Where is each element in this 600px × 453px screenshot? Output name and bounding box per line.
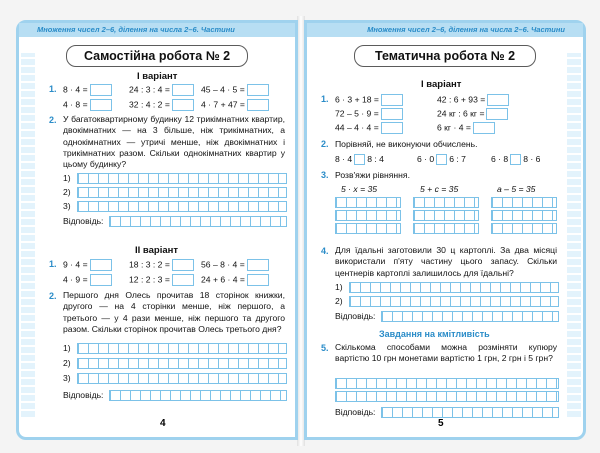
answer-lines[interactable] (413, 210, 479, 221)
answer-box[interactable] (487, 94, 509, 106)
answer-lines[interactable] (491, 197, 557, 208)
expression: 18 : 3 : 2 = (129, 259, 194, 271)
equation: a – 5 = 35 (497, 184, 536, 194)
expression: 6 кг · 4 = (437, 122, 495, 134)
answer-lines[interactable] (335, 223, 401, 234)
expression: 72 – 5 · 9 = (335, 108, 403, 120)
expression: 42 : 6 + 93 = (437, 94, 509, 106)
answer-box[interactable] (172, 84, 194, 96)
decorative-pattern (567, 53, 581, 417)
answer-lines[interactable] (349, 282, 559, 293)
compare-box[interactable] (354, 154, 365, 165)
expression: 4 · 7 + 47 = (201, 99, 269, 111)
equation: 5 + c = 35 (420, 184, 459, 194)
expression: 9 · 4 = (63, 259, 112, 271)
task-text: Розв'яжи рівняння. (335, 170, 410, 180)
answer-box[interactable] (247, 99, 269, 111)
answer-lines[interactable] (381, 407, 559, 418)
answer-lines[interactable] (381, 311, 559, 322)
expression: 24 + 6 · 4 = (201, 274, 269, 286)
word-problem: Для їдальні заготовили 30 ц картоплі. За два місяці використали п'яту частину цього запасу. Скільки центнерів картоплі залишилось для їдальні? (335, 245, 557, 278)
task-number: 2. (321, 139, 329, 149)
compare-box[interactable] (510, 154, 521, 165)
answer-lines[interactable] (335, 378, 559, 389)
comparison: 6 · 0 6 : 7 (417, 154, 466, 164)
page-header: Множення чисел 2–6, ділення на числа 2–6. Частини (307, 23, 583, 37)
answer-box[interactable] (172, 274, 194, 286)
equation: 5 · x = 35 (341, 184, 378, 194)
comparison: 8 · 4 8 : 4 (335, 154, 384, 164)
expression: 44 – 4 · 4 = (335, 122, 403, 134)
expression: 6 · 3 + 18 = (335, 94, 403, 106)
expression: 56 – 8 · 4 = (201, 259, 269, 271)
word-problem: У багатоквартирному будинку 12 трикімнатних квартир, двокімнатних — на 3 більше, ніж трикімнатних, а однокімнатних — утричі менше, ніж двокімнатних і трикімнатних разом. Скільки однокімнатних квартир у цьому будинку? (63, 114, 285, 170)
answer-box[interactable] (473, 122, 495, 134)
answer-box[interactable] (247, 84, 269, 96)
word-problem: Скількома способами можна розміняти купюру вартістю 10 грн монетами вартістю 1 грн, 2 грн і 5 грн? (335, 342, 557, 364)
bonus-heading: Завдання на кмітливість (379, 329, 490, 339)
answer-lines[interactable] (335, 391, 559, 402)
decorative-pattern (21, 53, 35, 417)
answer-box[interactable] (90, 259, 112, 271)
answer-label: Відповідь: (335, 407, 376, 417)
answer-box[interactable] (90, 274, 112, 286)
answer-box[interactable] (247, 274, 269, 286)
task-number: 1. (49, 84, 57, 94)
expression: 32 : 4 : 2 = (129, 99, 194, 111)
answer-label: Відповідь: (335, 311, 376, 321)
answer-lines[interactable] (77, 201, 287, 212)
answer-lines[interactable] (335, 210, 401, 221)
page-header: Множення чисел 2–6, ділення на числа 2–6. Частини (19, 23, 295, 37)
expression: 4 · 9 = (63, 274, 112, 286)
task-number: 3. (321, 170, 329, 180)
answer-box[interactable] (90, 84, 112, 96)
answer-lines[interactable] (77, 373, 287, 384)
answer-label: Відповідь: (63, 216, 104, 226)
page-number: 5 (438, 418, 444, 429)
answer-box[interactable] (381, 108, 403, 120)
page-title: Тематична робота № 2 (354, 45, 536, 67)
answer-lines[interactable] (77, 358, 287, 369)
page-left (16, 20, 298, 440)
step-label: 1) (63, 343, 71, 353)
answer-box[interactable] (247, 259, 269, 271)
variant-heading: I варіант (421, 79, 462, 90)
answer-box[interactable] (381, 94, 403, 106)
step-label: 2) (335, 296, 343, 306)
step-label: 1) (63, 173, 71, 183)
answer-lines[interactable] (109, 216, 287, 227)
page-right (304, 20, 586, 440)
page-number: 4 (160, 418, 166, 429)
expression: 8 · 4 = (63, 84, 112, 96)
compare-box[interactable] (436, 154, 447, 165)
page-title: Самостійна робота № 2 (66, 45, 248, 67)
task-number: 1. (321, 94, 329, 104)
task-number: 4. (321, 246, 329, 256)
step-label: 2) (63, 187, 71, 197)
step-label: 3) (63, 201, 71, 211)
task-number: 1. (49, 259, 57, 269)
task-text: Порівняй, не виконуючи обчислень. (335, 139, 478, 149)
answer-lines[interactable] (491, 223, 557, 234)
answer-box[interactable] (486, 108, 508, 120)
variant-heading: I варіант (137, 71, 178, 82)
answer-label: Відповідь: (63, 390, 104, 400)
step-label: 2) (63, 358, 71, 368)
answer-lines[interactable] (77, 343, 287, 354)
answer-box[interactable] (172, 259, 194, 271)
step-label: 3) (63, 373, 71, 383)
expression: 45 – 4 · 5 = (201, 84, 269, 96)
answer-lines[interactable] (109, 390, 287, 401)
expression: 24 : 3 : 4 = (129, 84, 194, 96)
answer-box[interactable] (172, 99, 194, 111)
answer-box[interactable] (381, 122, 403, 134)
answer-lines[interactable] (335, 197, 401, 208)
variant-heading: II варіант (135, 245, 179, 256)
step-label: 1) (335, 282, 343, 292)
answer-box[interactable] (90, 99, 112, 111)
task-number: 2. (49, 115, 57, 125)
task-number: 2. (49, 291, 57, 301)
answer-lines[interactable] (77, 173, 287, 184)
answer-lines[interactable] (349, 296, 559, 307)
answer-lines[interactable] (491, 210, 557, 221)
expression: 4 · 8 = (63, 99, 112, 111)
comparison: 6 · 8 8 · 6 (491, 154, 541, 164)
answer-lines[interactable] (77, 187, 287, 198)
expression: 24 кг : 6 кг = (437, 108, 508, 120)
expression: 12 : 2 : 3 = (129, 274, 194, 286)
answer-lines[interactable] (413, 197, 479, 208)
answer-lines[interactable] (413, 223, 479, 234)
task-number: 5. (321, 343, 329, 353)
word-problem: Першого дня Олесь прочитав 18 сторінок книжки, другого — на 4 сторінки менше, ніж першого, а третього — у 4 рази менше, ніж першого та другого разом. Скільки сторінок прочитав Олесь третього дня? (63, 290, 285, 334)
